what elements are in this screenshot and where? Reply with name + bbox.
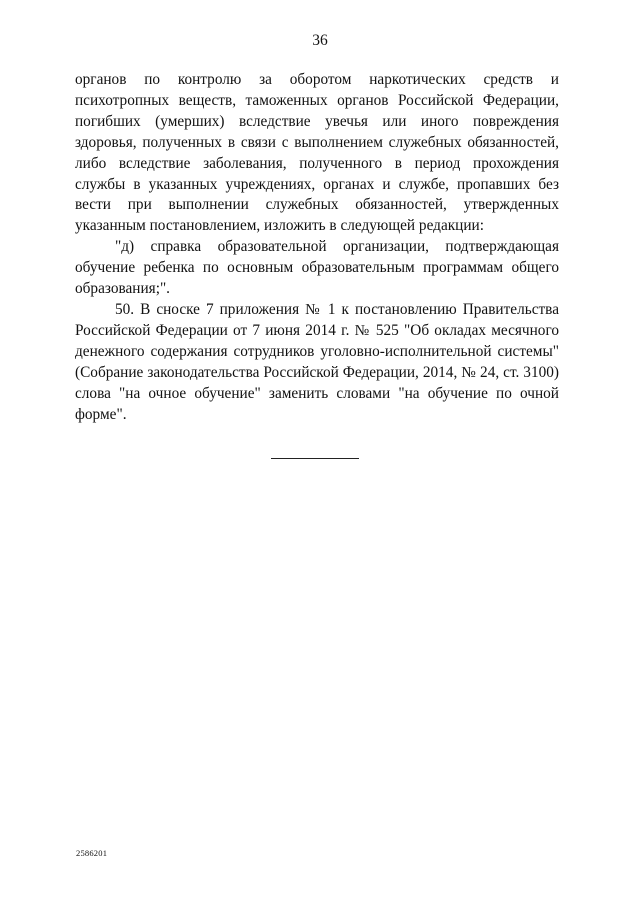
- paragraph-quoted-item-d: "д) справка образовательной организации, подтверждающая обучение ребенка по основным образовательным программам общего образования;".: [75, 238, 559, 298]
- page-number: 36: [312, 32, 328, 49]
- end-separator-line: [271, 458, 359, 459]
- paragraph-item-50: 50. В сноске 7 приложения № 1 к постановлению Правительства Российской Федерации от 7 июня 2014 г. № 525 "Об окладах месячного денежного содержания сотрудников уголовно-исполнительной системы" (Собрание законодательства Российской Федерации, 2014, № 24, ст. 3100) слова "на очное обучение" заменить словами "на обучение по очной форме".: [75, 300, 559, 423]
- document-body: [75, 70, 559, 425]
- paragraph-continuation: органов по контролю за оборотом наркотических средств и психотропных веществ, таможенных органов Российской Федерации, погибших (умерших) вследствие увечья или иного повреждения здоровья, полученных в связи с выполнением служебных обязанностей, либо вследствие заболевания, полученного в период прохождения службы в указанных учреждениях, органах и службе, пропавших без вести при выполнении служебных обязанностей, утвержденных указанным постановлением, изложить в следующей редакции:: [75, 71, 559, 235]
- document-id: 2586201: [76, 848, 108, 858]
